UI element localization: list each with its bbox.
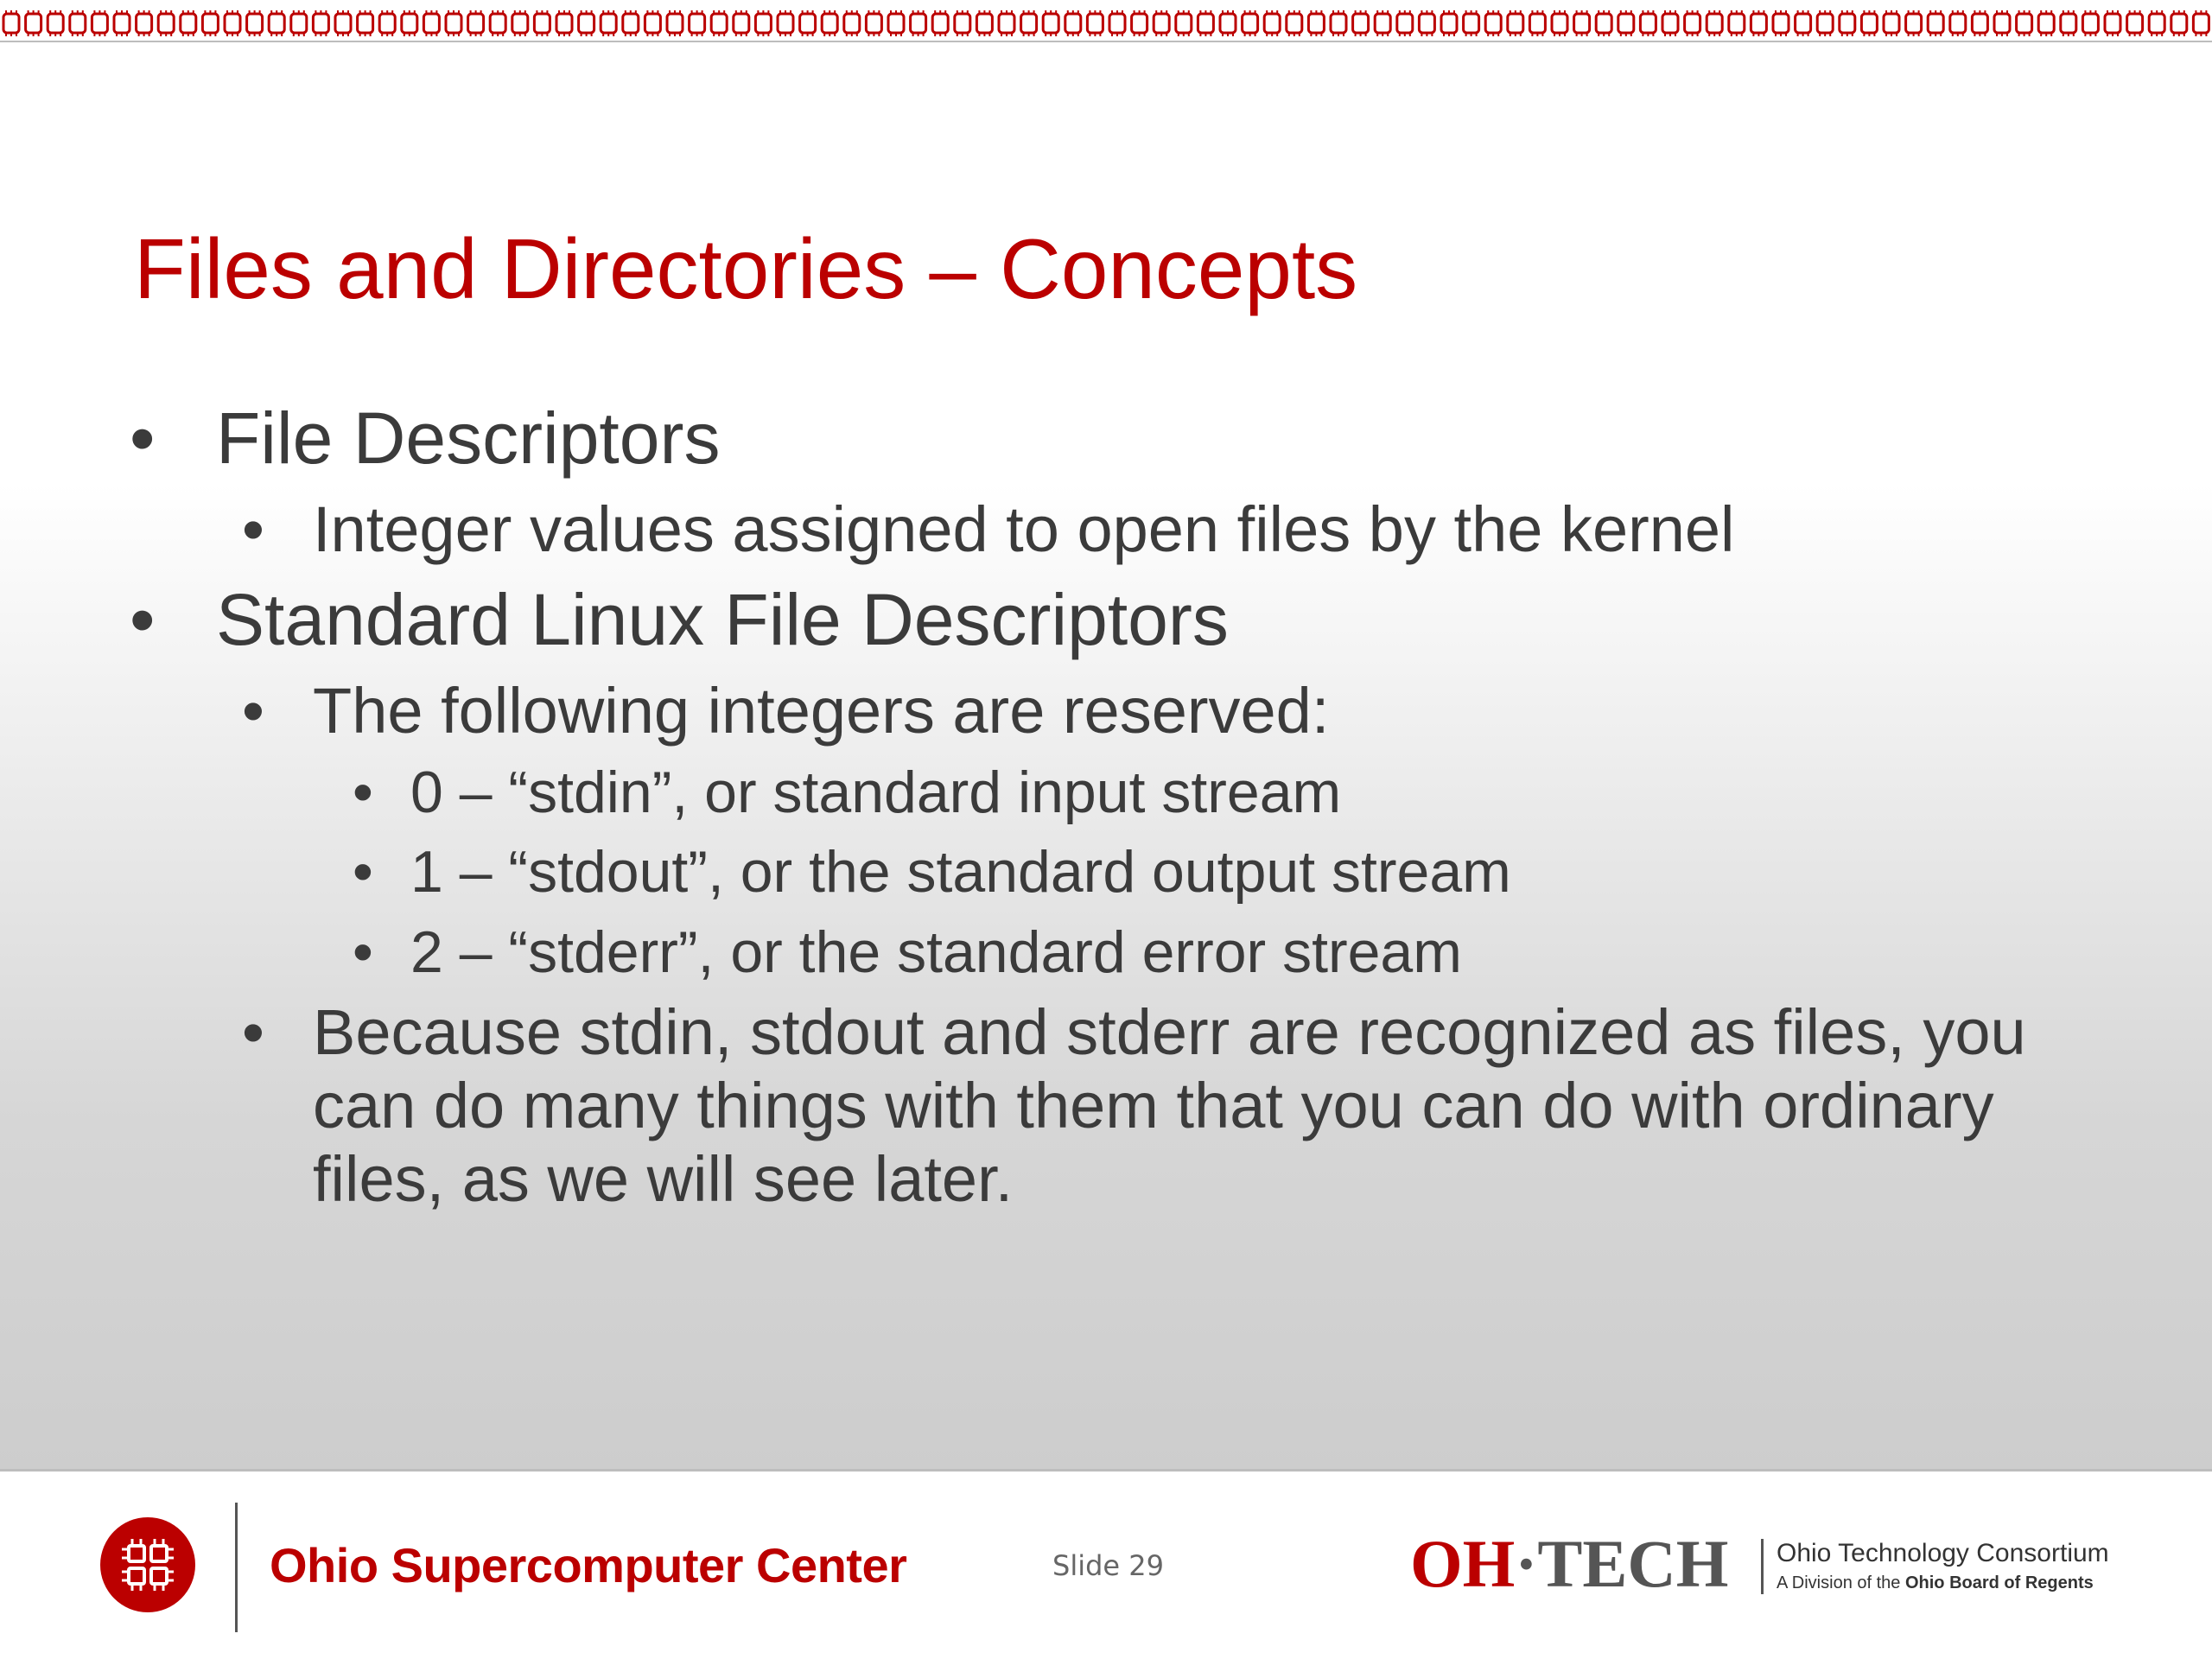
- bullet-item: [130, 758, 2100, 827]
- consortium-subtitle-prefix: A Division of the: [1777, 1573, 1905, 1592]
- bullet-marker: •: [242, 675, 264, 747]
- bullet-marker: •: [242, 493, 264, 565]
- bullet-text: File Descriptors: [216, 397, 721, 479]
- bullet-text: 1 – “stdout”, or the standard output stream: [410, 839, 1511, 906]
- ohtech-logo: [1410, 1526, 1729, 1601]
- ohtech-logo-tech: TECH: [1537, 1526, 1729, 1601]
- bullet-marker: •: [353, 918, 373, 985]
- footer-divider: [235, 1503, 238, 1632]
- bullet-item: [130, 575, 2100, 665]
- bullet-text: Standard Linux File Descriptors: [216, 579, 1229, 661]
- bullet-marker: •: [242, 995, 264, 1068]
- bullet-item: [130, 393, 2100, 484]
- ohtech-divider: [1761, 1539, 1764, 1594]
- bullet-list: [130, 393, 2100, 1224]
- bullet-marker: •: [353, 839, 373, 906]
- osc-logo-icon: [99, 1516, 196, 1613]
- bullet-item: [130, 918, 2100, 987]
- bullet-text: 0 – “stdin”, or standard input stream: [410, 760, 1342, 826]
- bullet-marker: •: [130, 397, 156, 479]
- decorative-chip-border: [0, 5, 2212, 48]
- bullet-item: [130, 837, 2100, 906]
- ohtech-logo-dot: ·: [1515, 1526, 1538, 1601]
- bullet-text: Integer values assigned to open files by the kernel: [313, 493, 1735, 565]
- slide-title: Files and Directories – Concepts: [134, 221, 1358, 316]
- bullet-item: [130, 995, 2127, 1216]
- bullet-marker: •: [130, 579, 156, 661]
- bullet-text: 2 – “stderr”, or the standard error stream: [410, 918, 1462, 985]
- bullet-item: [130, 493, 2100, 566]
- ohtech-logo-oh: OH: [1410, 1526, 1516, 1601]
- bullet-text: Because stdin, stdout and stderr are recognized as files, you can do many things with them that you can do with ordinary files, as we will see later.: [313, 995, 2026, 1216]
- slide-number: Slide 29: [1052, 1549, 1164, 1582]
- consortium-name: Ohio Technology Consortium: [1777, 1539, 2109, 1567]
- organization-name: Ohio Supercomputer Center: [270, 1538, 907, 1592]
- consortium-subtitle-board: Ohio Board of Regents: [1904, 1573, 2094, 1592]
- consortium-subtitle: [1777, 1573, 2094, 1593]
- bullet-marker: •: [353, 760, 373, 826]
- footer: [0, 1469, 2212, 1659]
- bullet-text: The following integers are reserved:: [313, 675, 1330, 747]
- bullet-item: [130, 674, 2100, 747]
